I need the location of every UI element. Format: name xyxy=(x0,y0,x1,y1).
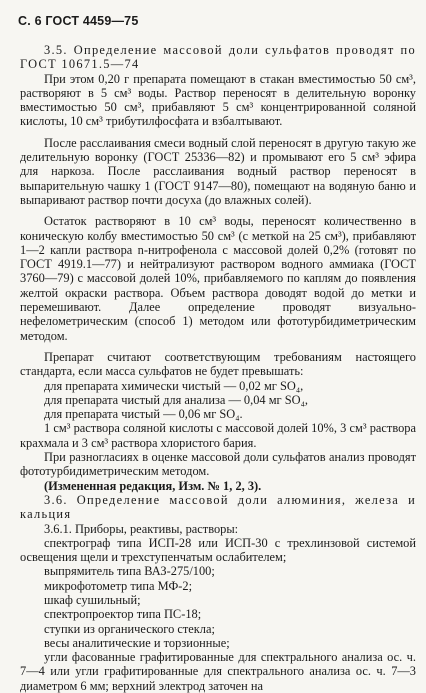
amendment-note: (Измененная редакция, Изм. № 1, 2, 3). xyxy=(44,478,262,493)
equipment-item: ступки из органического стекла; xyxy=(44,621,215,636)
paragraph: Остаток растворяют в 10 см³ воды, переносят количественно в коническую колбу вместимостью 50 см³ (с меткой на 25 см³), прибавляют 1—2 капли раствора n-нитрофенола с массовой долей 0,2% (готовят по ГОСТ 4919.1—77) и нейтрализуют раствором водного аммиака (ГОСТ 3760—79) с массовой долей 10%, прибавляемого по каплям до появления желтой окраски раствора. Объем раствора доводят водой до метки и перемешивают. Далее определение проводят визуально-нефелометрическим (способ 1) методом или фототурбидиметрическим методом. xyxy=(20,214,416,343)
paragraph: Препарат считают соответствующим требованиям настоящего стандарта, если масса сульфатов не будет превышать: xyxy=(20,349,416,379)
equipment-item: угли фасованные графитированные для спектрального анализа ос. ч. 7—4 или угли графитированные для спектрального анализа ос. ч. 7—3 диаметром 6 мм; верхний электрод заточен на xyxy=(20,650,416,693)
equipment-item: шкаф сушильный; xyxy=(44,592,141,607)
subsection-heading: 3.6.1. Приборы, реактивы, растворы: xyxy=(44,521,239,536)
document-body xyxy=(20,43,416,693)
paragraph: При этом 0,20 г препарата помещают в стакан вместимостью 50 см³, растворяют в 5 см³ воды. Раствор переносят в делительную воронку вместимостью 50 см³, прибавляют 5 см³ концентрированной соляной кислоты, 10 см³ трибутилфосфата и взбалтывают. xyxy=(20,71,416,129)
section-heading-aluminium: 3.6. Определение массовой доли алюминия, железа и кальция xyxy=(20,492,416,522)
equipment-item: весы аналитические и торзионные; xyxy=(44,635,230,650)
paragraph: 1 см³ раствора соляной кислоты с массовой долей 10%, 3 см³ раствора крахмала и 3 см³ раствора хлористого бария. xyxy=(20,421,416,450)
equipment-item: спектропроектор типа ПС-18; xyxy=(44,607,202,622)
paragraph: При разногласиях в оценке массовой доли сульфатов анализ проводят фототурбидиметрическим методом. xyxy=(20,450,416,479)
page-header: С. 6 ГОСТ 4459—75 xyxy=(18,14,139,28)
equipment-item: выпрямитель типа ВАЗ-275/100; xyxy=(44,564,215,579)
equipment-item: спектрограф типа ИСП-28 или ИСП-30 с трехлинзовой системой освещения щели и трехступенчатым ослабителем; xyxy=(20,535,416,565)
limit-line: для препарата чистый — 0,06 мг SO₄. xyxy=(44,407,243,422)
equipment-item: микрофотометр типа МФ-2; xyxy=(44,578,193,593)
limit-line: для препарата чистый для анализа — 0,04 мг SO₄, xyxy=(44,392,308,407)
section-heading-sulfates: 3.5. Определение массовой доли сульфатов проводят по ГОСТ 10671.5—74 xyxy=(20,43,416,72)
paragraph: После расслаивания смеси водный слой переносят в другую такую же делительную воронку (ГОСТ 25336—82) и промывают его 5 см³ эфира для наркоза. После расслаивания водный раствор переносят в выпарительную чашку 1 (ГОСТ 9147—80), помещают на водяную баню и выпаривают раствор почти досуха (до влажных солей). xyxy=(20,135,416,207)
limit-line: для препарата химически чистый — 0,02 мг SO₄, xyxy=(44,378,304,393)
